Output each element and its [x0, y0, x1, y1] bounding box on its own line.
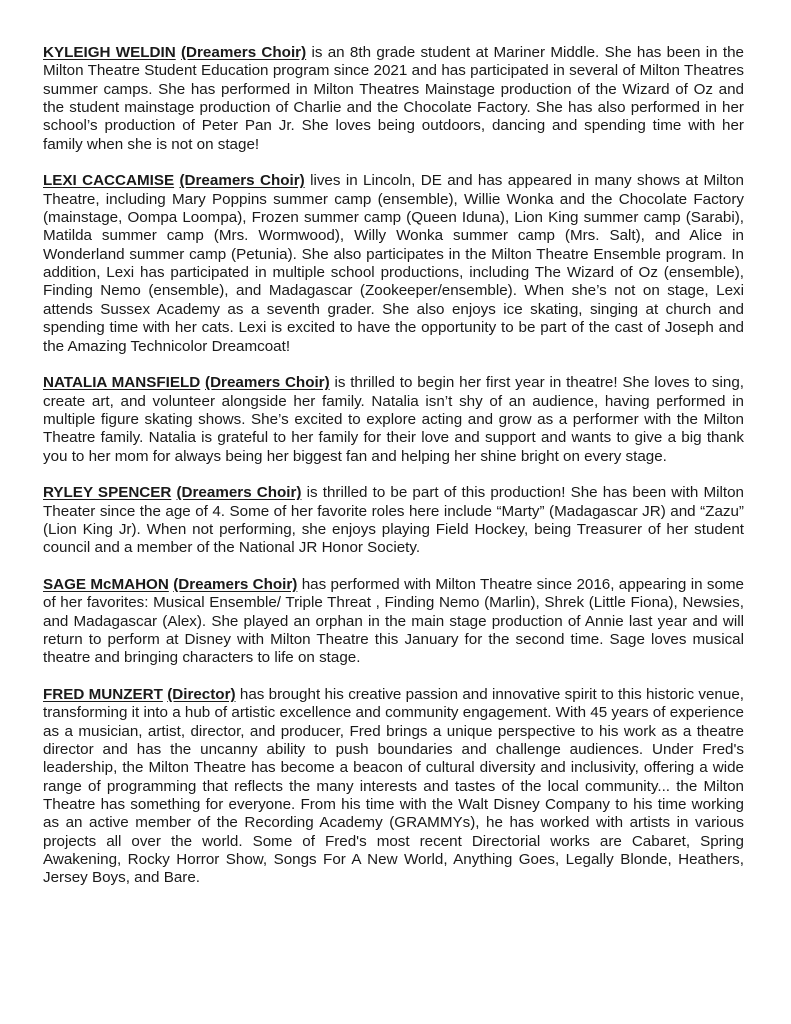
bio-text: is thrilled to be part of this production! She has been with Milton Theater since the age of 4. Some of her favorite roles here include “Marty” (Madagascar JR) and “Zazu” (Lion King Jr). When not performing, she enjoys playing Field Hockey, being Treasurer of her student council and a member of the National JR Honor Society.	[43, 484, 744, 557]
bio-role: (Dreamers Choir)	[181, 44, 307, 61]
bio-role: (Dreamers Choir)	[176, 484, 302, 502]
bio-name: SAGE McMAHON	[43, 575, 169, 593]
bio-name: KYLEIGH WELDIN	[43, 44, 176, 61]
bio-name: FRED MUNZERT	[43, 686, 163, 704]
bio-role: (Dreamers Choir)	[205, 374, 330, 392]
bio-text: has brought his creative passion and innovative spirit to this historic venue, transforming it into a hub of artistic excellence and community engagement. With 45 years of experience as a musician, artist, director, and producer, Fred brings a unique perspective to his work as a theatre director and has the uncanny ability to push boundaries and challenge audiences. Under Fred's leadership, the Milton Theatre has become a beacon of cultural diversity and inclusivity, offering a wide range of programming that reflects the many interests and tastes of the local community... the Milton Theatre has something for everyone. From his time with the Walt Disney Company to his time working as an active member of the Recording Academy (GRAMMYs), he has worked with artists in various projects all over the world. Some of Fred's most recent Directorial works are Cabaret, Spring Awakening, Rocky Horror Show, Songs For A New World, Anything Goes, Legally Blonde, Heathers, Jersey Boys, and Bare.	[43, 686, 744, 887]
bio-kyleigh-weldin	[43, 44, 744, 154]
bio-lexi-caccamise	[43, 172, 744, 355]
bio-role: (Dreamers Choir)	[179, 172, 305, 190]
bio-text: lives in Lincoln, DE and has appeared in many shows at Milton Theatre, including Mary Poppins summer camp (ensemble), Willie Wonka and the Chocolate Factory (mainstage, Oompa Loompa), Frozen summer camp (Queen Iduna), Lion King summer camp (Sarabi), Matilda summer camp (Mrs. Wormwood), Willy Wonka summer camp (Mrs. Salt), and Alice in Wonderland summer camp (Petunia). She also participates in the Milton Theatre Ensemble program. In addition, Lexi has participated in multiple school productions, including The Wizard of Oz (ensemble), Finding Nemo (ensemble), and Madagascar (Zookeeper/ensemble). When she’s not on stage, Lexi attends Sussex Academy as a seventh grader. She also enjoys ice skating, singing at church and spending time with her cats. Lexi is excited to have the opportunity to be part of the cast of Joseph and the Amazing Technicolor Dreamcoat!	[43, 172, 744, 355]
bio-name: NATALIA MANSFIELD	[43, 374, 201, 392]
document-page	[43, 44, 744, 906]
bio-role: (Director)	[167, 686, 236, 704]
bio-text: is an 8th grade student at Mariner Middle. She has been in the Milton Theatre Student Education program since 2021 and has participated in several of Milton Theatres summer camps. She has performed in Milton Theatres Mainstage production of the Wizard of Oz and the student mainstage production of Charlie and the Chocolate Factory. She has also performed in her school’s production of Peter Pan Jr. She loves being outdoors, dancing and spending time with her family when she is not on stage!	[43, 44, 744, 153]
bio-role: (Dreamers Choir)	[173, 575, 298, 593]
bio-text: is thrilled to begin her first year in theatre! She loves to sing, create art, and volunteer alongside her family. Natalia isn’t shy of an audience, having performed in multiple figure skating shows. She’s excited to explore acting and grow as a performer with the Milton Theatre family. Natalia is grateful to her family for their love and support and wants to give a big thank you to her mom for always being her biggest fan and helping her shine bright on every stage.	[43, 374, 744, 465]
bio-natalia-mansfield	[43, 374, 744, 466]
bio-text: has performed with Milton Theatre since 2016, appearing in some of her favorites: Musical Ensemble/ Triple Threat , Finding Nemo (Marlin), Shrek (Little Fiona), Newsies, and Madagascar (Alex). She played an orphan in the main stage production of Annie last year and will return to perform at Disney with Milton Theatre this January for the second time. Sage loves musical theatre and bringing characters to life on stage.	[43, 575, 744, 667]
bio-ryley-spencer	[43, 484, 744, 557]
bio-fred-munzert	[43, 686, 744, 888]
bio-name: LEXI CACCAMISE	[43, 172, 175, 190]
bio-name: RYLEY SPENCER	[43, 484, 172, 502]
bio-sage-mcmahon	[43, 576, 744, 668]
